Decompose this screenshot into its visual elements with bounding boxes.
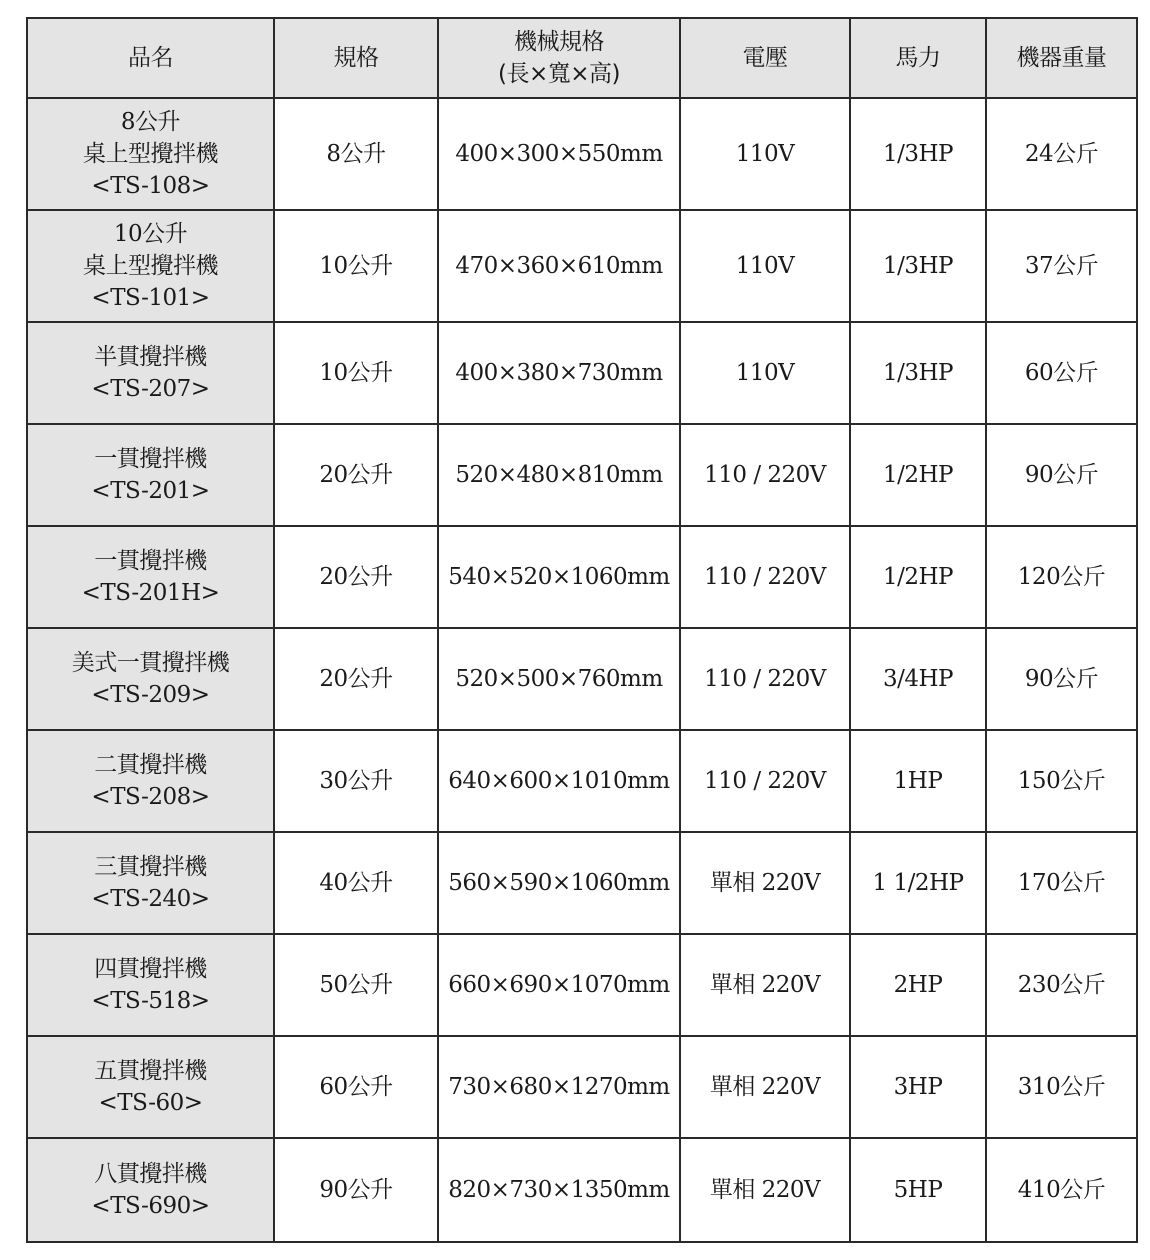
table-row: [27, 934, 1137, 1036]
voltage-cell: 110 / 220V: [680, 628, 850, 730]
voltage-cell: 110V: [680, 210, 850, 322]
model-name-line: <TS-201H>: [81, 580, 220, 606]
model-name-line: <TS-209>: [91, 682, 210, 708]
model-name-line: 四貫攪拌機: [94, 956, 207, 982]
table-row: [27, 322, 1137, 424]
header-dimensions-line1: 機械規格: [514, 29, 604, 55]
model-name-line: <TS-240>: [91, 886, 210, 912]
model-name-cell: [27, 832, 274, 934]
model-name-line: <TS-208>: [91, 784, 210, 810]
horsepower-cell: 1/3HP: [850, 98, 986, 210]
model-name-cell: [27, 322, 274, 424]
model-name-line: 三貫攪拌機: [94, 854, 207, 880]
weight-cell: 170公斤: [986, 832, 1137, 934]
voltage-cell: 110 / 220V: [680, 526, 850, 628]
table-row: [27, 526, 1137, 628]
header-name: 品名: [27, 18, 274, 98]
header-horsepower: 馬力: [850, 18, 986, 98]
weight-cell: 37公斤: [986, 210, 1137, 322]
weight-cell: 60公斤: [986, 322, 1137, 424]
horsepower-cell: 3/4HP: [850, 628, 986, 730]
dimensions-cell: 400×300×550mm: [438, 98, 680, 210]
voltage-cell: 單相 220V: [680, 1036, 850, 1138]
model-name-line: 半貫攪拌機: [94, 344, 207, 370]
model-name-line: 二貫攪拌機: [94, 752, 207, 778]
horsepower-cell: 2HP: [850, 934, 986, 1036]
capacity-cell: 40公升: [274, 832, 438, 934]
horsepower-cell: 1 1/2HP: [850, 832, 986, 934]
weight-cell: 90公斤: [986, 628, 1137, 730]
header-weight: 機器重量: [986, 18, 1137, 98]
weight-cell: 230公斤: [986, 934, 1137, 1036]
table-row: [27, 424, 1137, 526]
dimensions-cell: 520×500×760mm: [438, 628, 680, 730]
dimensions-cell: 560×590×1060mm: [438, 832, 680, 934]
model-name-cell: [27, 424, 274, 526]
model-name-line: 桌上型攪拌機: [83, 253, 218, 279]
header-dimensions: [438, 18, 680, 98]
table-row: [27, 210, 1137, 322]
weight-cell: 120公斤: [986, 526, 1137, 628]
horsepower-cell: 1/2HP: [850, 526, 986, 628]
dimensions-cell: 540×520×1060mm: [438, 526, 680, 628]
horsepower-cell: 1/3HP: [850, 322, 986, 424]
horsepower-cell: 5HP: [850, 1138, 986, 1242]
weight-cell: 310公斤: [986, 1036, 1137, 1138]
table-row: [27, 1036, 1137, 1138]
model-name-cell: [27, 730, 274, 832]
model-name-line: <TS-518>: [91, 988, 210, 1014]
model-name-line: 八貫攪拌機: [94, 1161, 207, 1187]
dimensions-cell: 400×380×730mm: [438, 322, 680, 424]
table-header-row: [27, 18, 1137, 98]
capacity-cell: 20公升: [274, 526, 438, 628]
model-name-cell: [27, 98, 274, 210]
capacity-cell: 50公升: [274, 934, 438, 1036]
voltage-cell: 單相 220V: [680, 934, 850, 1036]
dimensions-cell: 820×730×1350mm: [438, 1138, 680, 1242]
table-row: [27, 832, 1137, 934]
voltage-cell: 110 / 220V: [680, 730, 850, 832]
table-body: [27, 98, 1137, 1242]
model-name-cell: [27, 210, 274, 322]
page-bottom-margin: [0, 1248, 1150, 1260]
dimensions-cell: 470×360×610mm: [438, 210, 680, 322]
weight-cell: 410公斤: [986, 1138, 1137, 1242]
model-name-cell: [27, 526, 274, 628]
model-name-line: 10公升: [113, 221, 188, 247]
horsepower-cell: 1HP: [850, 730, 986, 832]
capacity-cell: 20公升: [274, 424, 438, 526]
voltage-cell: 單相 220V: [680, 832, 850, 934]
table-row: [27, 98, 1137, 210]
capacity-cell: 30公升: [274, 730, 438, 832]
capacity-cell: 90公升: [274, 1138, 438, 1242]
voltage-cell: 110V: [680, 322, 850, 424]
capacity-cell: 20公升: [274, 628, 438, 730]
weight-cell: 90公斤: [986, 424, 1137, 526]
dimensions-cell: 660×690×1070mm: [438, 934, 680, 1036]
header-dimensions-line2: (長×寬×高): [498, 61, 620, 87]
voltage-cell: 單相 220V: [680, 1138, 850, 1242]
model-name-cell: [27, 1036, 274, 1138]
model-name-cell: [27, 628, 274, 730]
model-name-cell: [27, 1138, 274, 1242]
horsepower-cell: 1/2HP: [850, 424, 986, 526]
voltage-cell: 110V: [680, 98, 850, 210]
model-name-line: <TS-101>: [91, 285, 210, 311]
dimensions-cell: 520×480×810mm: [438, 424, 680, 526]
model-name-line: 一貫攪拌機: [94, 446, 207, 472]
dimensions-cell: 730×680×1270mm: [438, 1036, 680, 1138]
header-capacity: 規格: [274, 18, 438, 98]
spec-sheet: [26, 17, 1136, 1243]
horsepower-cell: 3HP: [850, 1036, 986, 1138]
capacity-cell: 60公升: [274, 1036, 438, 1138]
voltage-cell: 110 / 220V: [680, 424, 850, 526]
model-name-line: 桌上型攪拌機: [83, 141, 218, 167]
weight-cell: 150公斤: [986, 730, 1137, 832]
horsepower-cell: 1/3HP: [850, 210, 986, 322]
model-name-line: <TS-201>: [91, 478, 210, 504]
model-name-line: <TS-60>: [98, 1090, 203, 1116]
dimensions-cell: 640×600×1010mm: [438, 730, 680, 832]
model-name-line: <TS-690>: [91, 1193, 210, 1219]
model-name-line: <TS-108>: [91, 173, 210, 199]
model-name-line: 美式一貫攪拌機: [71, 650, 230, 676]
table-row: [27, 1138, 1137, 1242]
weight-cell: 24公斤: [986, 98, 1137, 210]
capacity-cell: 10公升: [274, 210, 438, 322]
model-name-cell: [27, 934, 274, 1036]
model-name-line: 8公升: [120, 109, 181, 135]
table-row: [27, 730, 1137, 832]
model-name-line: 一貫攪拌機: [94, 548, 207, 574]
model-name-line: <TS-207>: [91, 376, 210, 402]
capacity-cell: 8公升: [274, 98, 438, 210]
header-voltage: 電壓: [680, 18, 850, 98]
model-name-line: 五貫攪拌機: [94, 1058, 207, 1084]
table-row: [27, 628, 1137, 730]
mixer-spec-table: [26, 17, 1138, 1243]
capacity-cell: 10公升: [274, 322, 438, 424]
